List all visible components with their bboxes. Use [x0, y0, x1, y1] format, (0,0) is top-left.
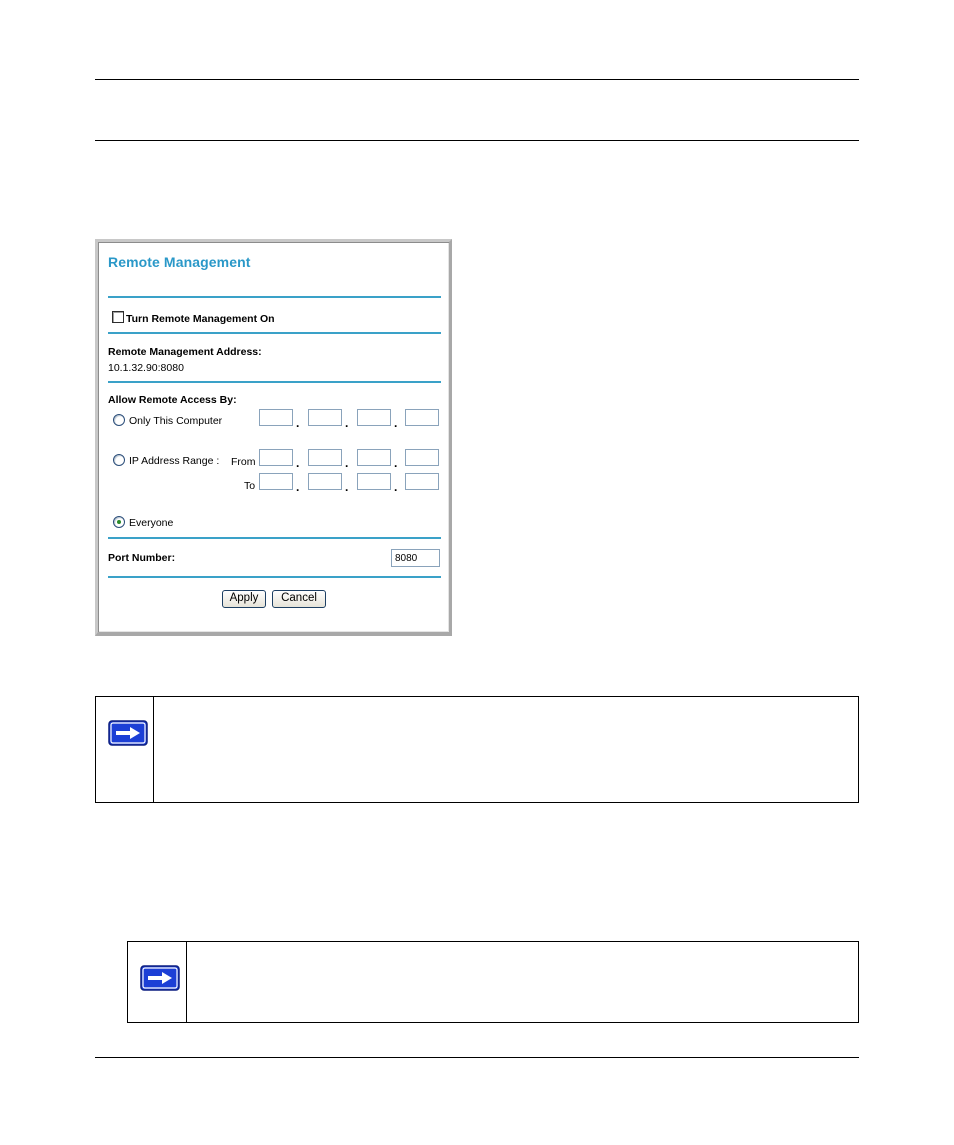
remote-address-value: 10.1.32.90:8080 [108, 362, 184, 374]
everyone-radio[interactable] [113, 516, 125, 528]
ip-dot: . [296, 456, 300, 470]
only-ip-octet-1[interactable] [259, 409, 293, 426]
range-to-octet-1[interactable] [259, 473, 293, 490]
header-rule-top [95, 79, 859, 80]
ip-dot: . [345, 456, 349, 470]
ip-dot: . [394, 416, 398, 430]
remote-management-panel [95, 239, 452, 636]
separator-line [108, 296, 441, 298]
only-ip-octet-3[interactable] [357, 409, 391, 426]
turn-remote-management-label: Turn Remote Management On [126, 313, 275, 325]
note-divider [153, 697, 154, 802]
footer-rule [95, 1057, 859, 1058]
remote-address-heading: Remote Management Address: [108, 346, 262, 358]
range-from-octet-4[interactable] [405, 449, 439, 466]
range-from-octet-2[interactable] [308, 449, 342, 466]
note-box [127, 941, 859, 1023]
apply-button[interactable]: Apply [222, 590, 266, 608]
allow-access-heading: Allow Remote Access By: [108, 394, 237, 406]
ip-dot: . [394, 480, 398, 494]
right-arrow-icon [108, 720, 148, 746]
separator-line [108, 537, 441, 539]
header-rule-bottom [95, 140, 859, 141]
range-from-octet-3[interactable] [357, 449, 391, 466]
ip-dot: . [345, 480, 349, 494]
ip-dot: . [345, 416, 349, 430]
range-to-octet-3[interactable] [357, 473, 391, 490]
note-divider [186, 942, 187, 1022]
only-this-computer-radio[interactable] [113, 414, 125, 426]
separator-line [108, 576, 441, 578]
separator-line [108, 381, 441, 383]
ip-dot: . [296, 416, 300, 430]
to-label: To [244, 480, 256, 492]
cancel-button[interactable]: Cancel [272, 590, 326, 608]
right-arrow-icon [140, 965, 180, 991]
ip-range-label: IP Address Range : [129, 455, 220, 467]
panel-title: Remote Management [108, 254, 251, 270]
separator-line [108, 332, 441, 334]
range-from-octet-1[interactable] [259, 449, 293, 466]
ip-dot: . [394, 456, 398, 470]
ip-dot: . [296, 480, 300, 494]
only-ip-octet-4[interactable] [405, 409, 439, 426]
port-number-label: Port Number: [108, 552, 176, 564]
only-this-computer-label: Only This Computer [129, 415, 223, 427]
range-to-octet-2[interactable] [308, 473, 342, 490]
from-label: From [231, 456, 256, 468]
turn-remote-management-checkbox[interactable] [112, 311, 124, 323]
ip-range-radio[interactable] [113, 454, 125, 466]
note-box [95, 696, 859, 803]
range-to-octet-4[interactable] [405, 473, 439, 490]
port-number-input[interactable] [391, 549, 440, 567]
everyone-label: Everyone [129, 517, 174, 529]
only-ip-octet-2[interactable] [308, 409, 342, 426]
